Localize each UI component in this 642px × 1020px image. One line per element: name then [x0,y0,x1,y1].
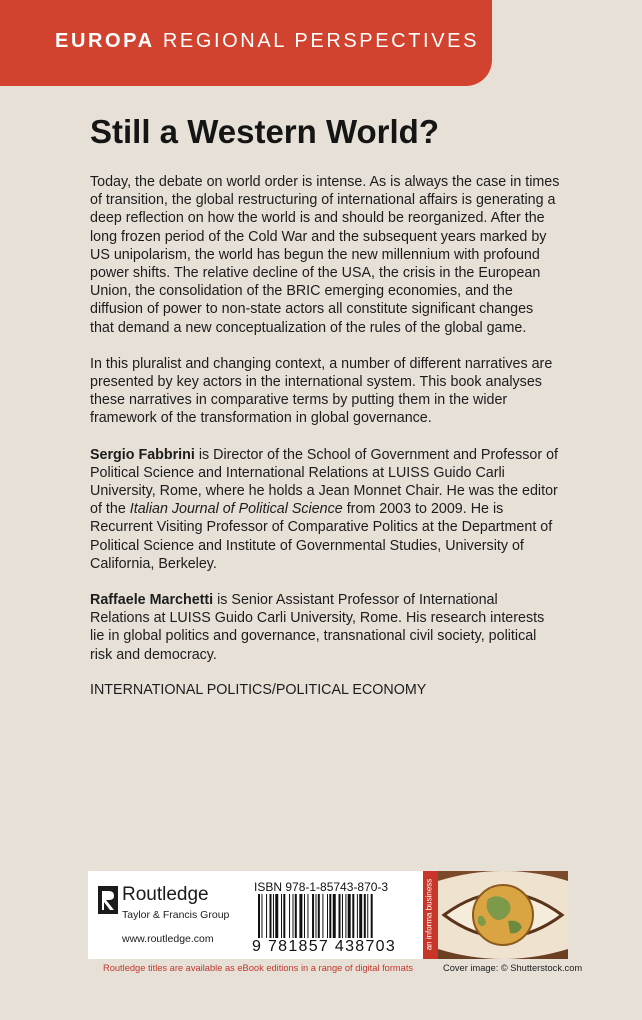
barcode-bar [261,894,262,942]
barcode-bar [357,894,358,942]
barcode-bar [339,894,341,942]
blurb-paragraph-2: In this pluralist and changing context, a number of different narratives are presented by key actors in the international system. This book analyses these narratives in comparative terms by putting them in the wider framework of the transformation in global governance. [90,355,553,427]
author-bio-1-text-b: from 2003 to 2009. He is Recurrent Visiting Professor of Comparative Politics at the Department of Political Science and Institute of Governmental Studies, University of California, Berkeley. [90,501,553,572]
series-name-rest: REGIONAL PERSPECTIVES [162,30,480,52]
barcode-bar [304,894,305,942]
barcode-bar [307,894,308,942]
barcode-bar [266,894,267,942]
barcode-bar [327,894,328,942]
routledge-logo-icon [98,886,118,914]
barcode-digits: 9 781857 438703 [252,938,397,955]
blurb-paragraph-1: Today, the debate on world order is intense. As is always the case in times of transition, the global restructuring of international affairs is generating a deep reflection on how the world is and should be reorganized. After the long frozen period of the Cold War and the subsequent years marked by US unipolarism, the world has begun the new millennium with profound power shifts. The relative decline of the USA, the crisis in the European Union, the consolidation of the BRIC emerging economies, and the diffusion of power to non-state actors all constitute significant changes that demand a new conceptualization of the rules of the global game. [90,174,560,336]
barcode-bar [364,894,366,942]
author-bio-2-text: is Senior Assistant Professor of International Relations at LUISS Guido Carli University, Rome. His research interests lie in global politics and governance, transnational civil society, political risk and democracy. [90,592,545,663]
barcode-bar [371,894,373,942]
series-banner [0,0,492,86]
barcode-bar [293,894,294,942]
barcode-bar [258,894,260,942]
author-bio-2 [90,591,560,664]
informa-label: an informa business [424,878,434,951]
barcode-bar [333,894,336,942]
barcode-bar [312,894,314,942]
barcode-bar [322,894,323,942]
barcode-bar [273,894,274,942]
author-name-1: Sergio Fabbrini [90,446,195,463]
series-name [55,30,479,53]
barcode-bar [295,894,297,942]
barcode-bar [316,894,317,942]
barcode-bar [270,894,272,942]
ebook-note: Routledge titles are available as eBook editions in a range of digital formats [103,963,414,973]
publisher-url[interactable]: www.routledge.com [122,933,214,945]
footer-panel [88,871,568,959]
blurb [90,173,560,717]
barcode-bar [299,894,302,942]
barcode-bar [345,894,346,942]
barcode-bar [348,894,351,942]
publisher-name: Routledge [122,884,209,905]
journal-title: Italian Journal of Political Science [129,501,343,518]
barcode-bar [283,894,285,942]
isbn: ISBN 978-1-85743-870-3 [254,880,389,894]
barcode-bar [289,894,290,942]
series-name-bold: EUROPA [55,30,155,52]
informa-strip [423,871,438,959]
barcode [258,894,406,942]
barcode-bar [342,894,343,942]
cover-credit: Cover image: © Shutterstock.com [443,963,583,973]
barcode-bar [367,894,368,942]
barcode-bar [352,894,354,942]
subject-category: INTERNATIONAL POLITICS/POLITICAL ECONOMY [90,681,427,698]
publisher-group: Taylor & Francis Group [122,909,230,921]
barcode-bar [318,894,320,942]
cover-image-eye-globe [438,871,568,959]
barcode-bar [281,894,282,942]
author-bio-1-text-a: is Director of the School of Government and Professor of Political Science and International Relations at LUISS Guido Carli University, Rome, where he holds a Jean Monnet Chair. He was the editor of the [90,446,559,518]
author-name-2: Raffaele Marchetti [90,592,214,609]
barcode-bar [329,894,331,942]
barcode-bar [359,894,362,942]
author-bio-1 [90,446,560,573]
book-title: Still a Western World? [90,113,439,150]
barcode-bar [275,894,278,942]
